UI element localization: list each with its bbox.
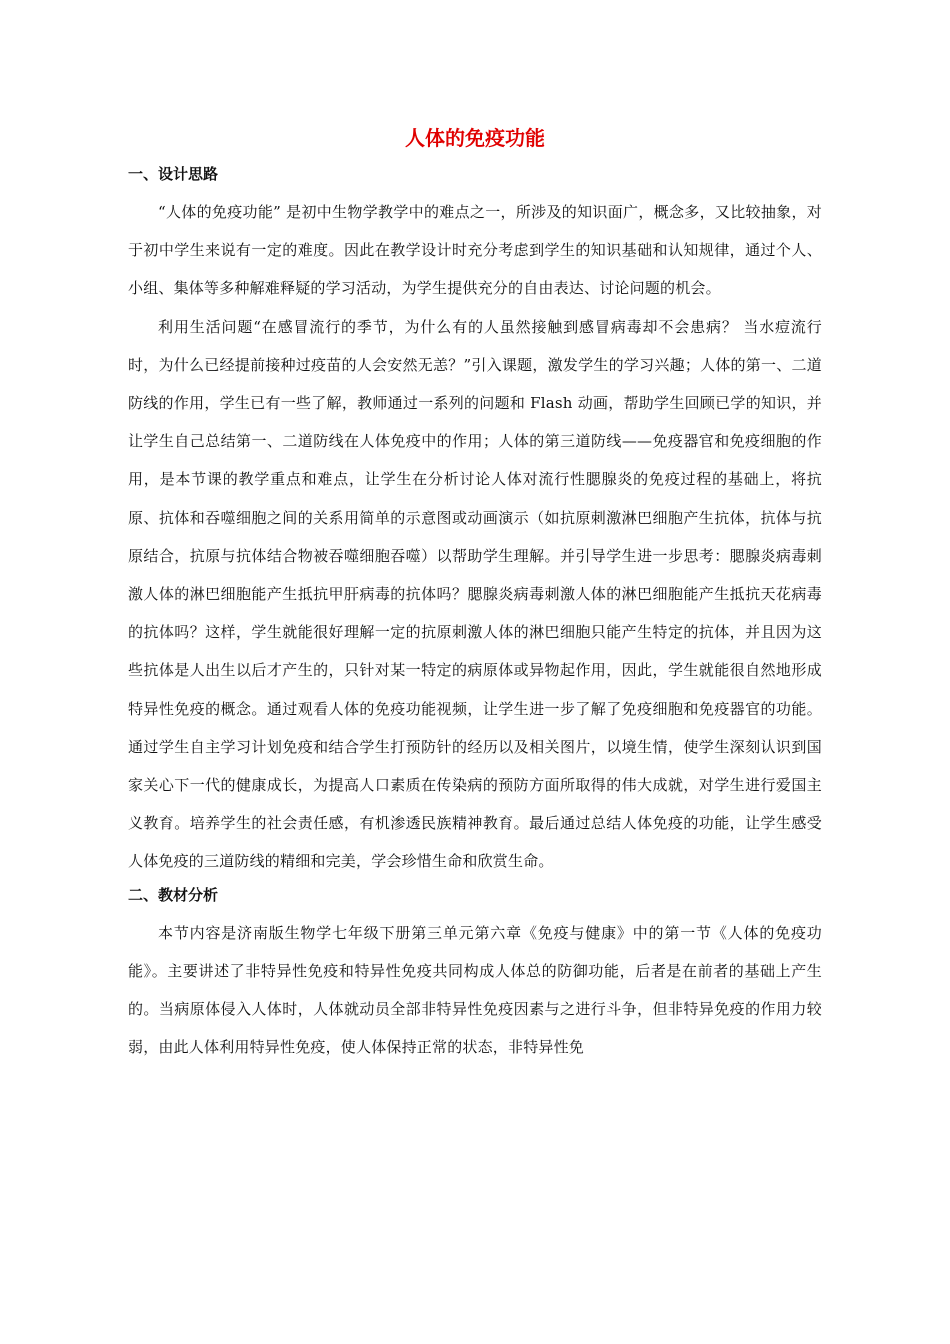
section-textbook-analysis	[128, 881, 822, 1067]
document-title: 人体的免疫功能	[405, 126, 545, 150]
section-design-idea	[128, 160, 822, 881]
paragraph: “人体的免疫功能” 是初中生物学教学中的难点之一，所涉及的知识面广，概念多，又比较抽象，对于初中学生来说有一定的难度。因此在教学设计时充分考虑到学生的知识基础和认知规律，通过个人、小组、集体等多种解难释疑的学习活动，为学生提供充分的自由表达、讨论问题的机会。	[128, 203, 822, 298]
section-heading: 二、教材分析	[128, 885, 219, 904]
document-body	[128, 160, 822, 1066]
section-heading: 一、设计思路	[128, 165, 219, 183]
paragraph: 利用生活问题“在感冒流行的季节，为什么有的人虽然接触到感冒病毒却不会患病？ 当水痘流行时，为什么已经提前接种过疫苗的人会安然无恙？”引入课题，激发学生的学习兴趣；人体的第一、二道防线的作用，学生已有一些了解，教师通过一系列的问题和 Flash 动画，帮助学生回顾已学的知识，并让学生自己总结第一、二道防线在人体免疫中的作用；人体的第三道防线——免疫器官和免疫细胞的作用，是本节课的教学重点和难点，让学生在分析讨论人体对流行性腮腺炎的免疫过程的基础上，将抗原、抗体和吞噬细胞之间的关系用简单的示意图或动画演示（如抗原刺激淋巴细胞产生抗体，抗体与抗原结合，抗原与抗体结合物被吞噬细胞吞噬）以帮助学生理解。并引导学生进一步思考：腮腺炎病毒刺激人体的淋巴细胞能产生抵抗甲肝病毒的抗体吗？腮腺炎病毒刺激人体的淋巴细胞能产生抵抗天花病毒的抗体吗？这样，学生就能很好理解一定的抗原刺激人体的淋巴细胞只能产生特定的抗体，并且因为这些抗体是人出生以后才产生的，只针对某一特定的病原体或异物起作用，因此，学生就能很自然地形成特异性免疫的概念。通过观看人体的免疫功能视频，让学生进一步了解了免疫细胞和免疫器官的功能。通过学生自主学习计划免疫和结合学生打预防针的经历以及相关图片，以境生情，使学生深刻认识到国家关心下一代的健康成长，为提高人口素质在传染病的预防方面所取得的伟大成就，对学生进行爱国主义教育。培养学生的社会责任感，有机渗透民族精神教育。最后通过总结人体免疫的功能，让学生感受人体免疫的三道防线的精细和完美，学会珍惜生命和欣赏生命。	[128, 317, 822, 871]
paragraph: 本节内容是济南版生物学七年级下册第三单元第六章《免疫与健康》中的第一节《人体的免疫功能》。主要讲述了非特异性免疫和特异性免疫共同构成人体总的防御功能，后者是在前者的基础上产生的。当病原体侵入人体时，人体就动员全部非特异性免疫因素与之进行斗争，但非特异免疫的作用力较弱，由此人体利用特异性免疫，使人体保持正常的状态，非特异性免	[128, 923, 822, 1057]
